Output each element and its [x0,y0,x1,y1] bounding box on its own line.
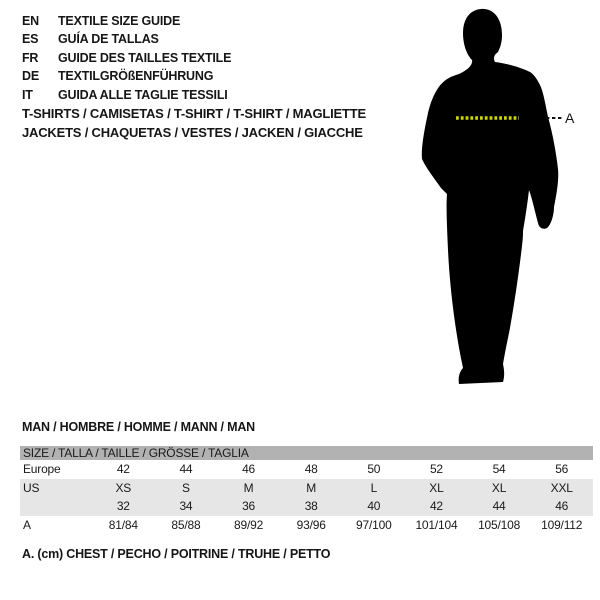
size-table-header: SIZE / TALLA / TAILLE / GRÖSSE / TAGLIA [20,446,593,460]
row-label: A [23,517,31,532]
size-cell: 32 [92,497,155,516]
size-table [20,446,593,534]
language-row [22,12,231,30]
man-silhouette [405,0,600,400]
size-cell: XXL [530,479,593,498]
language-row [22,86,231,104]
language-list [22,12,231,104]
size-cell: 101/104 [415,517,458,532]
size-cell: 38 [280,497,343,516]
size-cell: 44 [468,497,531,516]
size-cell: 50 [367,462,381,477]
language-row [22,67,231,85]
size-cell: 46 [530,497,593,516]
table-row-chest [20,516,593,535]
size-cell: L [343,479,406,498]
size-cell: 109/112 [541,517,583,532]
size-cell: M [217,479,280,498]
size-cell: 56 [555,462,569,477]
language-row [22,49,231,67]
language-code: ES [22,32,39,47]
table-row-us [20,479,593,498]
size-cell: 85/88 [171,517,201,532]
size-cell: 48 [304,462,318,477]
measure-label-a: A [565,110,575,126]
language-label: GUIDA ALLE TAGLIE TESSILI [58,87,228,102]
language-code: FR [22,50,39,65]
size-cell: S [155,479,218,498]
table-row-europe [20,460,593,479]
footnote: A. (cm) CHEST / PECHO / POITRINE / TRUHE / PETTO [22,547,331,561]
language-label: GUIDE DES TAILLES TEXTILE [58,50,232,65]
size-cell: 34 [155,497,218,516]
size-cell: 89/92 [234,517,264,532]
section-title-man: MAN / HOMBRE / HOMME / MANN / MAN [22,420,255,434]
table-row-us-numeric [20,497,593,516]
row-label: Europe [23,462,61,477]
row-label [20,497,92,516]
garment-categories [22,104,366,142]
size-cell: 97/100 [356,517,392,532]
size-cell: XL [468,479,531,498]
size-cell: XS [92,479,155,498]
size-cell: 42 [405,497,468,516]
size-cell: 46 [242,462,256,477]
size-cell: 81/84 [108,517,138,532]
size-cell: 40 [343,497,406,516]
size-cell: 36 [217,497,280,516]
size-cell: M [280,479,343,498]
category-line: T-SHIRTS / CAMISETAS / T-SHIRT / T-SHIRT / MAGLIETTE [22,106,366,121]
language-code: EN [22,14,39,28]
size-cell: 42 [116,462,130,477]
language-row [22,30,231,48]
size-cell: 93/96 [296,517,326,532]
size-table-wrap [20,446,593,534]
language-label: GUÍA DE TALLAS [58,32,159,47]
man-figure [405,0,600,400]
row-label: US [20,479,92,498]
size-cell: 105/108 [478,517,521,532]
size-table-header-row [20,446,593,460]
language-label: TEXTILE SIZE GUIDE [58,14,181,28]
size-cell: 44 [179,462,193,477]
size-cell: 54 [492,462,506,477]
language-code: IT [22,87,33,102]
size-cell: 52 [429,462,443,477]
size-cell: XL [405,479,468,498]
language-code: DE [22,69,39,84]
category-line: JACKETS / CHAQUETAS / VESTES / JACKEN / GIACCHE [22,125,363,140]
language-label: TEXTILGRÖßENFÜHRUNG [58,69,214,84]
man-silhouette-shape [422,9,558,384]
